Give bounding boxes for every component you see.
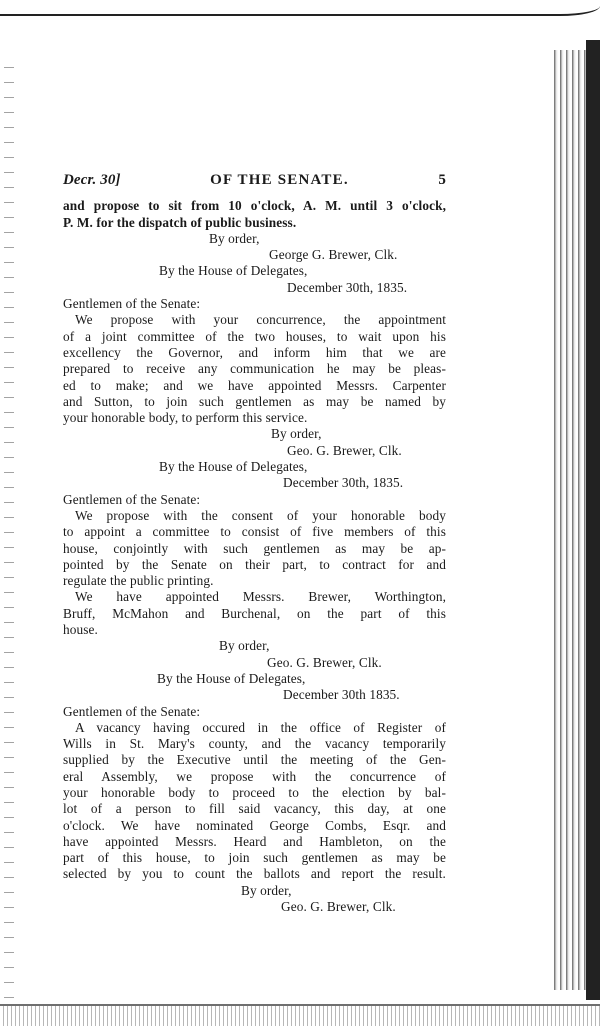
header-title: OF THE SENATE. [210,172,349,188]
text-line: ed to make; and we have appointed Messrs. Carpenter [63,377,446,393]
text-line: By the House of Delegates, [157,670,306,686]
text-line: Geo. G. Brewer, Clk. [287,442,402,458]
text-line: Bruff, McMahon and Burchenal, on the part of this [63,605,446,621]
text-line: A vacancy having occured in the office of Register of [75,719,446,735]
text-line: Geo. G. Brewer, Clk. [267,654,382,670]
text-line: December 30th, 1835. [283,475,404,491]
header-date: Decr. 30] [63,172,121,188]
text-line: pointed by the Senate on their part, to contract for and [63,556,446,572]
text-line: and Sutton, to join such gentlemen as may be named by [63,393,446,409]
text-line: We have appointed Messrs. Brewer, Worthington, [75,589,446,605]
text-line: By order, [219,638,270,654]
page-body [63,172,446,915]
text-line: excellency the Governor, and inform him that we are [63,344,446,360]
text-line: your honorable body to proceed to the election by bal- [63,784,446,800]
text-line: supplied by the Executive until the meeting of the Gen- [63,752,446,768]
text-line: George G. Brewer, Clk. [269,247,398,263]
text-line: By order, [209,230,260,246]
text-line: house, conjointly with such gentlemen as may be ap- [63,540,446,556]
page-top-edge [0,0,600,16]
binding-shadow [586,40,600,1000]
page-left-margin-marks [4,60,14,1000]
text-line: Geo. G. Brewer, Clk. [281,899,396,915]
text-line: Wills in St. Mary's county, and the vacancy temporarily [63,736,446,752]
text-line: We propose with the consent of your honorable body [75,507,446,523]
text-line: part of this house, to join such gentlemen as may be [63,850,446,866]
text-line: selected by you to count the ballots and report the result. [63,866,446,882]
text-line: By order, [271,426,322,442]
text-line: eral Assembly, we propose with the concurrence of [63,768,446,784]
text-line: We propose with your concurrence, the appointment [75,312,446,328]
text-line: your honorable body, to perform this service. [63,410,308,426]
text-line: By the House of Delegates, [159,263,308,279]
text-line: Gentlemen of the Senate: [63,703,201,719]
text-line: have appointed Messrs. Heard and Hambleton, on the [63,833,446,849]
text-lines [63,198,446,915]
text-line: December 30th 1835. [283,687,400,703]
text-line: December 30th, 1835. [287,279,408,295]
text-line: Gentlemen of the Senate: [63,296,201,312]
text-line: lot of a person to fill said vacancy, this day, at one [63,801,446,817]
text-line: and propose to sit from 10 o'clock, A. M. until 3 o'clock, [63,198,446,214]
text-line: By order, [241,882,292,898]
text-line: prepared to receive any communication he may be pleas- [63,361,446,377]
text-line: o'clock. We have nominated George Combs, Esqr. and [63,817,446,833]
text-line: P. M. for the dispatch of public business. [63,214,297,230]
page-number: 5 [438,172,446,188]
text-line: Gentlemen of the Senate: [63,491,201,507]
running-header [63,172,446,188]
text-line: of a joint committee of the two houses, to wait upon his [63,328,446,344]
text-line: house. [63,622,98,638]
text-line: By the House of Delegates, [159,459,308,475]
page-bottom-edge [0,1004,600,1026]
text-line: to appoint a committee to consist of five members of this [63,524,446,540]
text-line: regulate the public printing. [63,573,214,589]
